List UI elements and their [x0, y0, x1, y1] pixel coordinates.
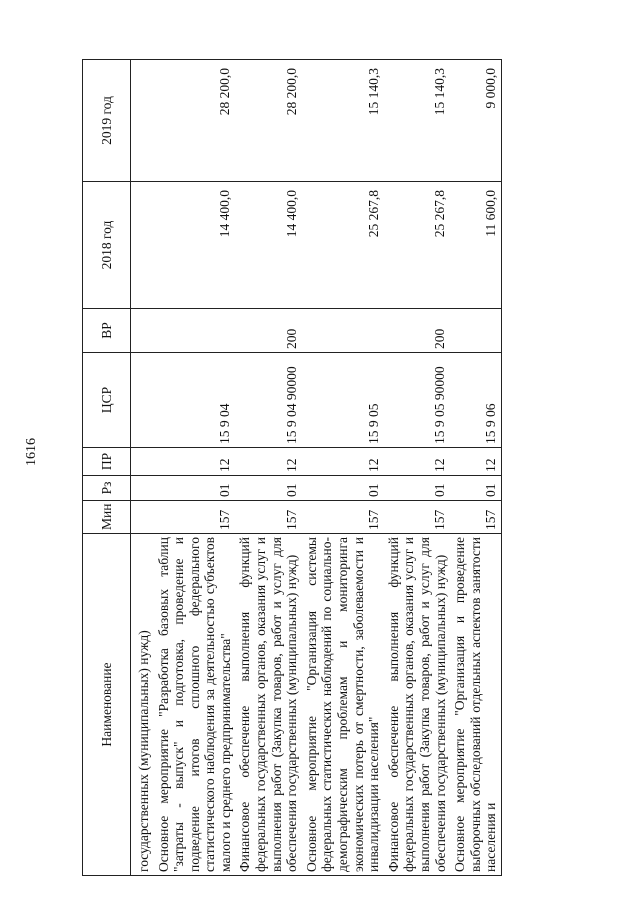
row-2018: 14 400,0: [154, 182, 236, 309]
header-2018: 2018 год: [83, 182, 131, 309]
row-name: Финансовое обеспечение выполнения функций федеральных государственных органов, оказания услуг и выполнения работ (Закупка товаров, работ и услуг для обеспечения государственных (муниципальных) нужд): [384, 534, 450, 876]
row-vr: [131, 309, 154, 353]
row-name: государственных (муниципальных) нужд): [131, 534, 154, 876]
row-2018: 11 600,0: [450, 182, 501, 309]
header-pr: ПР: [83, 448, 131, 476]
header-name: Наименование: [83, 534, 131, 876]
row-rz: 01: [302, 476, 384, 501]
row-pr: 12: [302, 448, 384, 476]
rotated-page-content: [82, 60, 614, 876]
row-2019: 15 140,3: [302, 60, 384, 182]
row-pr: [131, 448, 154, 476]
row-rz: 01: [235, 476, 301, 501]
row-2019: 28 200,0: [235, 60, 301, 182]
row-rz: 01: [384, 476, 450, 501]
row-csr: 15 9 06: [450, 353, 501, 448]
table-row: [450, 60, 501, 876]
table-row: [302, 60, 384, 876]
row-2019: 15 140,3: [384, 60, 450, 182]
row-csr: 15 9 04: [154, 353, 236, 448]
row-csr: 15 9 05: [302, 353, 384, 448]
row-vr: [302, 309, 384, 353]
row-vr: [450, 309, 501, 353]
row-vr: [154, 309, 236, 353]
row-csr: 15 9 04 90000: [235, 353, 301, 448]
table-row: [154, 60, 236, 876]
row-pr: 12: [235, 448, 301, 476]
row-name: Финансовое обеспечение выполнения функций федеральных государственных органов, оказания услуг и выполнения работ (Закупка товаров, работ и услуг для обеспечения государственных (муниципальных) нужд): [235, 534, 301, 876]
row-min: 157: [302, 501, 384, 534]
page-number: 1616: [24, 438, 39, 466]
table-header-row: [83, 60, 131, 876]
row-pr: 12: [384, 448, 450, 476]
row-2018: 25 267,8: [384, 182, 450, 309]
row-rz: 01: [154, 476, 236, 501]
row-pr: 12: [154, 448, 236, 476]
row-name: Основное мероприятие "Организация и проведение выборочных обследований отдельных аспектов занятости населения и: [450, 534, 501, 876]
row-2018: 25 267,8: [302, 182, 384, 309]
row-2018: [131, 182, 154, 309]
row-min: 157: [235, 501, 301, 534]
header-min: Мин: [83, 501, 131, 534]
budget-table: [82, 59, 502, 876]
row-min: 157: [384, 501, 450, 534]
row-rz: [131, 476, 154, 501]
row-min: 157: [154, 501, 236, 534]
row-2019: 28 200,0: [154, 60, 236, 182]
row-2019: [131, 60, 154, 182]
row-vr: 200: [235, 309, 301, 353]
row-vr: 200: [384, 309, 450, 353]
header-vr: ВР: [83, 309, 131, 353]
row-2019: 9 000,0: [450, 60, 501, 182]
row-rz: 01: [450, 476, 501, 501]
row-2018: 14 400,0: [235, 182, 301, 309]
row-pr: 12: [450, 448, 501, 476]
row-csr: [131, 353, 154, 448]
row-min: 157: [450, 501, 501, 534]
row-name: Основное мероприятие "Организация системы федеральных статистических наблюдений по социально-демографическим проблемам и мониторинга экономических потерь от смертности, заболеваемости и инвалидизации населения": [302, 534, 384, 876]
table-row: [235, 60, 301, 876]
header-2019: 2019 год: [83, 60, 131, 182]
table-row: [131, 60, 154, 876]
row-name: Основное мероприятие "Разработка базовых таблиц "затраты - выпуск" и подготовка, проведение и подведение итогов сплошного федерального статистического наблюдения за деятельностью субъектов малого и среднего предпринимательства": [154, 534, 236, 876]
table-row: [384, 60, 450, 876]
header-csr: ЦСР: [83, 353, 131, 448]
row-csr: 15 9 05 90000: [384, 353, 450, 448]
row-min: [131, 501, 154, 534]
header-rz: Рз: [83, 476, 131, 501]
